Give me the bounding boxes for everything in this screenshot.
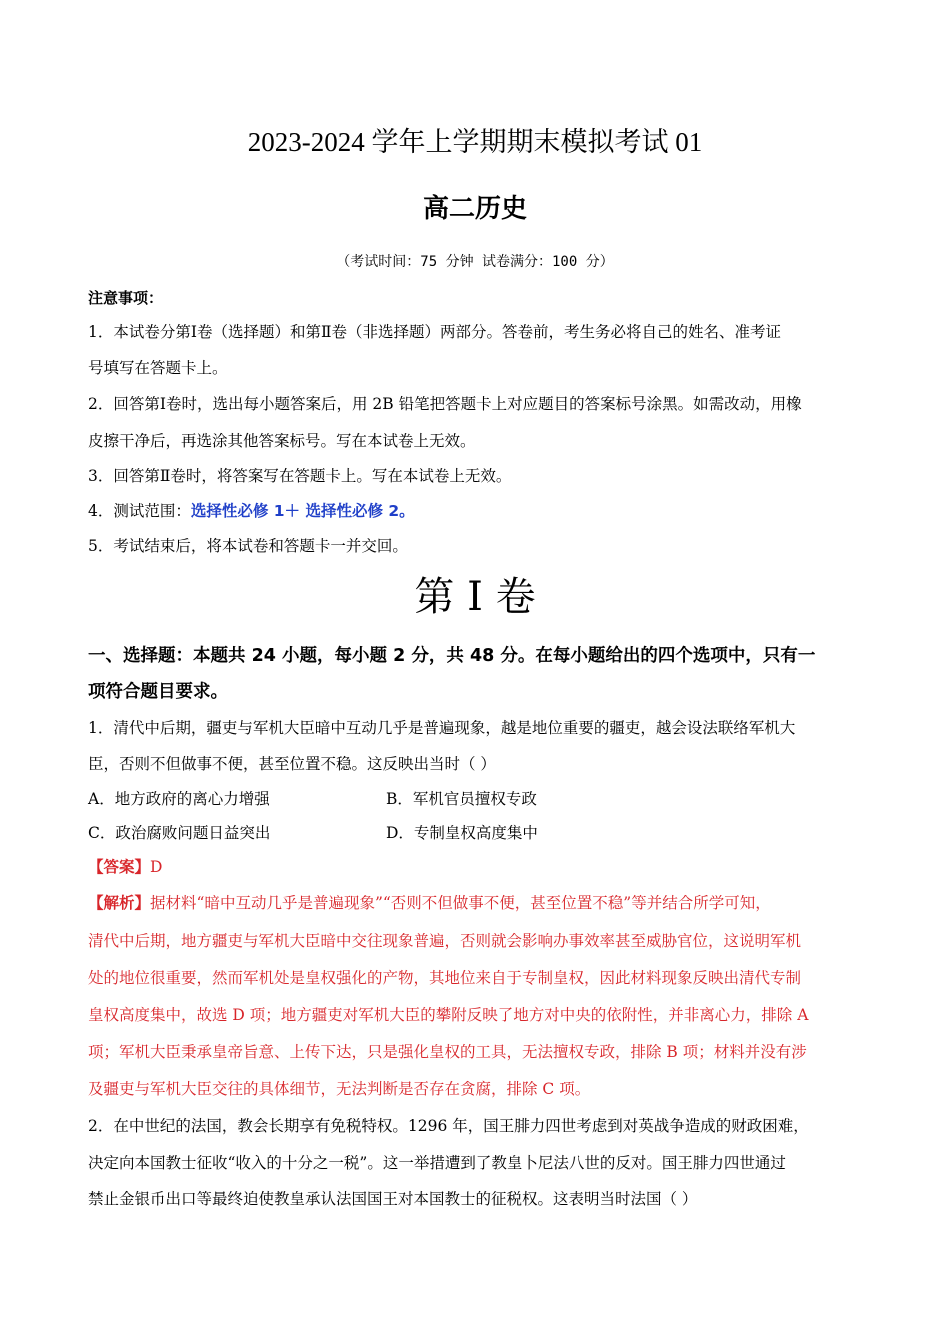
q1-option-d: D．专制皇权高度集中 (386, 824, 538, 842)
q2-line-3: 禁止金银币出口等最终迫使教皇承认法国国王对本国教士的征税权。这表明当时法国（ ） (88, 1190, 698, 1208)
q1-option-c: C．政治腐败问题日益突出 (88, 824, 271, 842)
q1-analysis-line-2: 清代中后期，地方疆吏与军机大臣暗中交往现象普遍，否则就会影响办事效率甚至威胁官位，这说明军机 (88, 932, 802, 950)
analysis-label: 【解析】 (88, 894, 151, 912)
notice-item-2-line-2: 皮擦干净后，再选涂其他答案标号。写在本试卷上无效。 (88, 432, 476, 450)
q1-analysis-line-5: 项；军机大臣秉承皇帝旨意、上传下达，只是强化皇权的工具，无法擅权专政，排除 B 项；材料并没有涉 (88, 1043, 807, 1061)
section-heading-line-2: 项符合题目要求。 (88, 682, 228, 702)
q1-line-1: 1．清代中后期，疆吏与军机大臣暗中互动几乎是普遍现象，越是地位重要的疆吏，越会设法联络军机大 (88, 719, 796, 737)
section-heading-line-1: 一、选择题：本题共 24 小题，每小题 2 分，共 48 分。在每小题给出的四个选项中，只有一 (88, 646, 816, 666)
notice-heading: 注意事项： (88, 289, 164, 307)
answer-label: 【答案】 (88, 858, 151, 876)
q1-option-b: B．军机官员擅权专政 (386, 790, 537, 808)
notice-item-2-line-1: 2．回答第Ⅰ卷时，选出每小题答案后，用 2B 铅笔把答题卡上对应题目的答案标号涂黑。如需改动，用橡 (88, 395, 802, 413)
q1-analysis-line-1 (88, 893, 866, 913)
notice-item-1-line-1: 1．本试卷分第Ⅰ卷（选择题）和第Ⅱ卷（非选择题）两部分。答卷前，考生务必将自己的姓名、准考证 (88, 323, 782, 341)
q1-option-a: A．地方政府的离心力增强 (88, 790, 270, 808)
exam-title: 2023-2024 学年上学期期末模拟考试 01 (247, 127, 703, 157)
notice-item-4 (88, 501, 866, 521)
q2-line-2: 决定向本国教士征收“收入的十分之一税”。这一举措遭到了教皇卜尼法八世的反对。国王腓力四世通过 (88, 1154, 786, 1172)
volume-title: 第 I 卷 (414, 574, 536, 620)
subject-title: 高二历史 (422, 194, 527, 224)
q1-analysis-line-4: 皇权高度集中，故选 D 项；地方疆吏对军机大臣的攀附反映了地方对中央的依附性，并非离心力，排除 A (88, 1006, 809, 1024)
notice-item-1-line-2: 号填写在答题卡上。 (88, 359, 228, 377)
notice-item-4-prefix: 4．测试范围： (88, 502, 191, 520)
q1-analysis-line-3: 处的地位很重要，然而军机处是皇权强化的产物，其地位来自于专制皇权，因此材料现象反映出清代专制 (88, 969, 802, 987)
exam-meta: （考试时间：75 分钟 试卷满分：100 分） (336, 254, 614, 270)
notice-item-5: 5．考试结束后，将本试卷和答题卡一并交回。 (88, 537, 408, 555)
test-scope: 选择性必修 1＋ 选择性必修 2 (190, 502, 400, 520)
notice-item-3: 3．回答第Ⅱ卷时，将答案写在答题卡上。写在本试卷上无效。 (88, 467, 512, 485)
notice-item-4-suffix: 。 (399, 502, 415, 520)
q1-analysis-line-6: 及疆吏与军机大臣交往的具体细节，无法判断是否存在贪腐，排除 C 项。 (88, 1080, 591, 1098)
answer-value: D (150, 858, 163, 876)
analysis-text-1: 据材料“暗中互动几乎是普遍现象”“否则不但做事不便，甚至位置不稳”等并结合所学可知， (150, 894, 771, 912)
q2-line-1: 2．在中世纪的法国，教会长期享有免税特权。1296 年，国王腓力四世考虑到对英战争造成的财政困难， (88, 1117, 809, 1135)
q1-answer (88, 857, 866, 877)
q1-line-2: 臣，否则不但做事不便，甚至位置不稳。这反映出当时（ ） (88, 755, 496, 773)
